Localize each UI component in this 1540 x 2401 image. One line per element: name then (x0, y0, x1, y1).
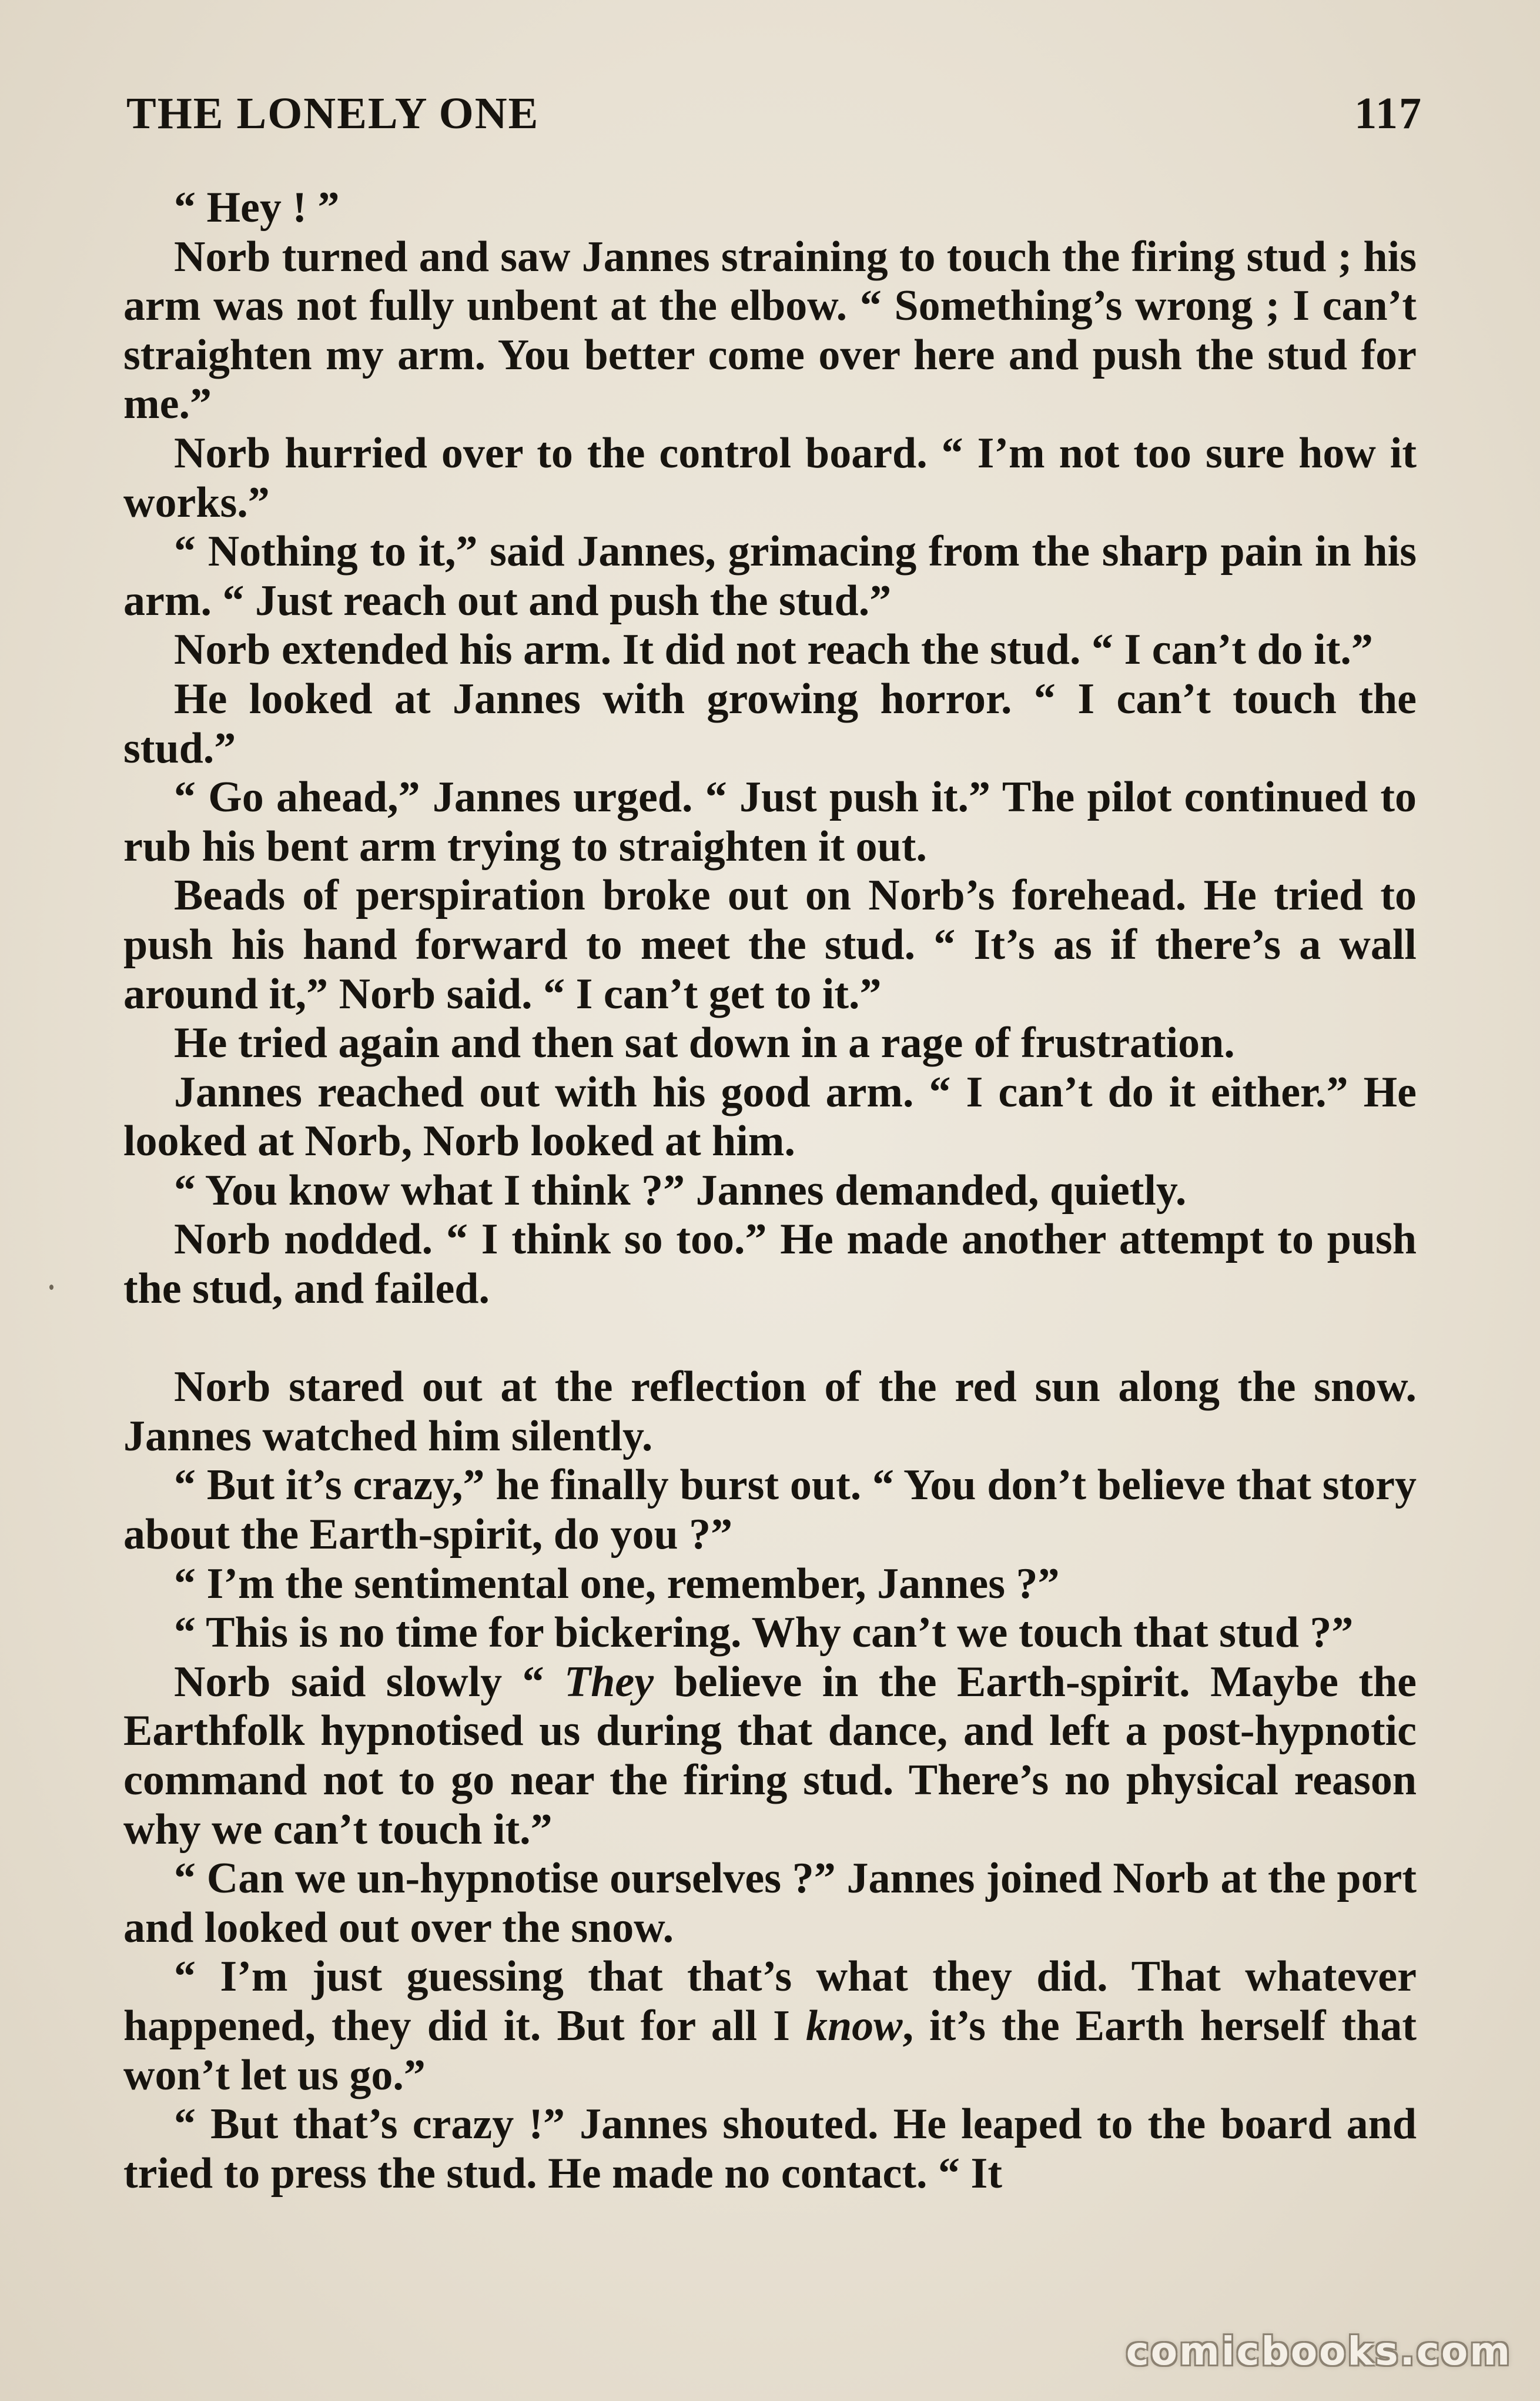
paragraph-text: “ I’m just guessing that that’s what they did. That whatever happened, they did it. But for all I (123, 1952, 1417, 2050)
page-number: 117 (1354, 89, 1422, 138)
paragraph-text: Norb said slowly “ (174, 1657, 565, 1706)
paragraph: “ Nothing to it,” said Jannes, grimacing from the sharp pain in his arm. “ Just reach out and push the stud.” (123, 527, 1417, 625)
paragraph: He looked at Jannes with growing horror. “ I can’t touch the stud.” (123, 674, 1417, 773)
paragraph-text: , it’s the Earth herself that won’t let us go.” (123, 2001, 1417, 2099)
chapter-title: THE LONELY ONE (126, 89, 540, 138)
section-break (123, 1314, 1417, 1363)
paragraph: He tried again and then sat down in a rage of frustration. (174, 1019, 1235, 1068)
paragraph: Jannes reached out with his good arm. “ I can’t do it either.” He looked at Norb, Norb looked at him. (123, 1068, 1417, 1166)
paragraph (123, 1952, 1417, 2100)
page-body (123, 183, 1417, 2198)
paragraph: “ Can we un-hypnotise ourselves ?” Jannes joined Norb at the port and looked out over the snow. (123, 1854, 1417, 1952)
paragraph: Norb hurried over to the control board. “ I’m not too sure how it works.” (123, 429, 1417, 527)
paragraph (123, 1658, 1417, 1854)
paper-speck (49, 1285, 53, 1290)
paragraph: Beads of perspiration broke out on Norb’s forehead. He tried to push his hand forward to meet the stud. “ It’s as if there’s a wall around it,” Norb said. “ I can’t get to it.” (123, 871, 1417, 1018)
paragraph: “ Go ahead,” Jannes urged. “ Just push it.” The pilot continued to rub his bent arm trying to straighten it out. (123, 773, 1417, 871)
paragraph: Norb extended his arm. It did not reach the stud. “ I can’t do it.” (174, 626, 1373, 674)
paragraph: “ But it’s crazy,” he finally burst out. “ You don’t believe that story about the Earth-spirit, do you ?” (123, 1461, 1417, 1559)
paragraph: Norb turned and saw Jannes straining to touch the firing stud ; his arm was not fully unbent at the elbow. “ Something’s wrong ; I can’t straighten my arm. You better come over here and push the stud for me.” (123, 232, 1417, 429)
paragraph: “ You know what I think ?” Jannes demanded, quietly. (174, 1166, 1187, 1215)
paragraph: Norb stared out at the reflection of the red sun along the snow. Jannes watched him silently. (123, 1363, 1417, 1460)
emphasis: They (564, 1657, 654, 1706)
paragraph: “ This is no time for bickering. Why can’t we touch that stud ?” (174, 1609, 1354, 1657)
watermark: comicbooks.com (1126, 2329, 1512, 2374)
paragraph-text: believe in the Earth-spirit. Maybe the Earthfolk hypnotised us during that dance, and left a post-hypnotic command not to go near the firing stud. There’s no physical reason why we can’t touch it.” (123, 1657, 1417, 1854)
running-header (126, 88, 1422, 141)
paragraph: “ Hey ! ” (174, 183, 340, 232)
paragraph: “ I’m the sentimental one, remember, Jannes ?” (174, 1559, 1060, 1608)
emphasis: know (805, 2001, 903, 2050)
paragraph: Norb nodded. “ I think so too.” He made another attempt to push the stud, and failed. (123, 1215, 1417, 1313)
paragraph: “ But that’s crazy !” Jannes shouted. He leaped to the board and tried to press the stud. He made no contact. “ It (123, 2100, 1417, 2198)
